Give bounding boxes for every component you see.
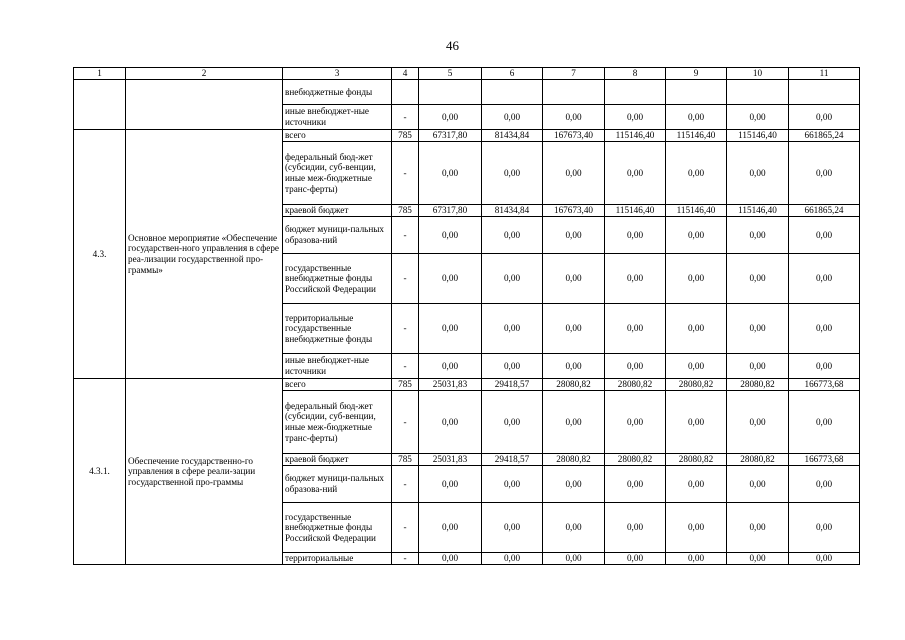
header-cell: 2 <box>126 68 283 80</box>
item-code-cell: 4.3. <box>74 130 126 379</box>
value-cell: 25031,83 <box>419 454 482 466</box>
value-cell: 0,00 <box>727 553 789 565</box>
funding-source-cell: внебюджетные фонды <box>283 80 392 105</box>
value-cell: 0,00 <box>727 142 789 205</box>
header-cell: 3 <box>283 68 392 80</box>
header-cell: 9 <box>666 68 727 80</box>
value-cell: 0,00 <box>727 466 789 503</box>
code-cell: - <box>392 142 419 205</box>
value-cell: 0,00 <box>419 466 482 503</box>
value-cell: 0,00 <box>789 503 860 553</box>
code-cell: 785 <box>392 454 419 466</box>
value-cell: 0,00 <box>482 391 543 454</box>
item-name-cell: Обеспечение государственно-го управления в сфере реали-зации государственной про-граммы <box>126 379 283 565</box>
value-cell: 0,00 <box>543 466 605 503</box>
value-cell: 67317,80 <box>419 130 482 142</box>
value-cell: 0,00 <box>482 503 543 553</box>
value-cell: 0,00 <box>419 142 482 205</box>
value-cell <box>543 80 605 105</box>
value-cell: 0,00 <box>727 217 789 254</box>
funding-source-cell: краевой бюджет <box>283 454 392 466</box>
header-cell: 1 <box>74 68 126 80</box>
value-cell: 0,00 <box>543 217 605 254</box>
header-cell: 10 <box>727 68 789 80</box>
value-cell: 28080,82 <box>605 379 666 391</box>
page-number: 46 <box>446 38 459 53</box>
value-cell: 0,00 <box>666 105 727 130</box>
value-cell: 0,00 <box>666 391 727 454</box>
value-cell: 0,00 <box>605 105 666 130</box>
value-cell: 0,00 <box>666 217 727 254</box>
code-cell: 785 <box>392 205 419 217</box>
value-cell: 0,00 <box>789 304 860 354</box>
value-cell: 0,00 <box>666 142 727 205</box>
value-cell <box>605 80 666 105</box>
value-cell: 0,00 <box>482 466 543 503</box>
value-cell: 28080,82 <box>605 454 666 466</box>
value-cell: 0,00 <box>605 304 666 354</box>
value-cell: 0,00 <box>605 142 666 205</box>
value-cell: 0,00 <box>482 217 543 254</box>
value-cell: 0,00 <box>666 354 727 379</box>
code-cell: - <box>392 553 419 565</box>
value-cell: 29418,57 <box>482 379 543 391</box>
value-cell: 0,00 <box>419 391 482 454</box>
value-cell: 0,00 <box>605 217 666 254</box>
value-cell: 0,00 <box>789 466 860 503</box>
funding-source-cell: государственные внебюджетные фонды Российской Федерации <box>283 254 392 304</box>
code-cell: - <box>392 354 419 379</box>
value-cell: 0,00 <box>727 503 789 553</box>
value-cell: 0,00 <box>543 391 605 454</box>
item-code-cell <box>74 80 126 130</box>
value-cell: 0,00 <box>419 304 482 354</box>
value-cell: 0,00 <box>666 553 727 565</box>
code-cell: - <box>392 254 419 304</box>
value-cell: 0,00 <box>789 553 860 565</box>
funding-source-cell: иные внебюджет-ные источники <box>283 105 392 130</box>
value-cell: 0,00 <box>543 553 605 565</box>
value-cell: 81434,84 <box>482 205 543 217</box>
code-cell <box>392 80 419 105</box>
item-name-cell <box>126 80 283 130</box>
value-cell: 0,00 <box>789 217 860 254</box>
value-cell: 0,00 <box>605 254 666 304</box>
value-cell: 0,00 <box>666 254 727 304</box>
value-cell: 0,00 <box>605 553 666 565</box>
value-cell: 0,00 <box>727 304 789 354</box>
value-cell: 28080,82 <box>543 379 605 391</box>
table-row <box>74 379 860 391</box>
funding-source-cell: всего <box>283 379 392 391</box>
value-cell <box>482 80 543 105</box>
value-cell: 0,00 <box>482 354 543 379</box>
code-cell: - <box>392 391 419 454</box>
value-cell: 81434,84 <box>482 130 543 142</box>
value-cell: 166773,68 <box>789 454 860 466</box>
code-cell: - <box>392 217 419 254</box>
value-cell: 0,00 <box>543 105 605 130</box>
table-row <box>74 130 860 142</box>
value-cell: 0,00 <box>543 142 605 205</box>
value-cell: 0,00 <box>482 553 543 565</box>
value-cell: 0,00 <box>789 254 860 304</box>
value-cell: 166773,68 <box>789 379 860 391</box>
value-cell: 0,00 <box>666 503 727 553</box>
value-cell: 115146,40 <box>666 130 727 142</box>
code-cell: - <box>392 105 419 130</box>
funding-source-cell: иные внебюджет-ные источники <box>283 354 392 379</box>
value-cell: 28080,82 <box>666 454 727 466</box>
value-cell <box>419 80 482 105</box>
value-cell: 0,00 <box>727 105 789 130</box>
budget-table <box>73 67 860 565</box>
value-cell: 28080,82 <box>543 454 605 466</box>
value-cell: 0,00 <box>789 142 860 205</box>
header-cell: 8 <box>605 68 666 80</box>
item-name-cell: Основное мероприятие «Обеспечение государствен-ного управления в сфере реа-лизации государственной про-граммы» <box>126 130 283 379</box>
value-cell: 0,00 <box>419 354 482 379</box>
code-cell: - <box>392 304 419 354</box>
value-cell: 661865,24 <box>789 130 860 142</box>
value-cell: 0,00 <box>543 254 605 304</box>
value-cell: 0,00 <box>666 466 727 503</box>
value-cell: 0,00 <box>727 254 789 304</box>
funding-source-cell: бюджет муници-пальных образова-ний <box>283 217 392 254</box>
value-cell <box>727 80 789 105</box>
value-cell: 115146,40 <box>666 205 727 217</box>
value-cell: 0,00 <box>605 503 666 553</box>
table-row <box>74 80 860 105</box>
value-cell: 29418,57 <box>482 454 543 466</box>
table-body <box>74 80 860 565</box>
item-code-cell: 4.3.1. <box>74 379 126 565</box>
code-cell: - <box>392 466 419 503</box>
value-cell: 25031,83 <box>419 379 482 391</box>
value-cell <box>666 80 727 105</box>
value-cell: 0,00 <box>543 354 605 379</box>
value-cell: 0,00 <box>605 391 666 454</box>
funding-source-cell: краевой бюджет <box>283 205 392 217</box>
value-cell: 0,00 <box>727 354 789 379</box>
value-cell: 28080,82 <box>727 454 789 466</box>
value-cell: 0,00 <box>419 254 482 304</box>
funding-source-cell: бюджет муници-пальных образова-ний <box>283 466 392 503</box>
value-cell: 0,00 <box>419 503 482 553</box>
value-cell: 0,00 <box>543 304 605 354</box>
value-cell: 115146,40 <box>605 130 666 142</box>
funding-source-cell: федеральный бюд-жет (субсидии, суб-венции, иные меж-бюджетные транс-ферты) <box>283 391 392 454</box>
funding-source-cell: территориальные государственные внебюджетные фонды <box>283 304 392 354</box>
value-cell: 115146,40 <box>727 130 789 142</box>
value-cell: 115146,40 <box>605 205 666 217</box>
header-row <box>74 68 860 80</box>
value-cell: 0,00 <box>482 254 543 304</box>
value-cell: 661865,24 <box>789 205 860 217</box>
value-cell: 115146,40 <box>727 205 789 217</box>
value-cell: 0,00 <box>666 304 727 354</box>
value-cell: 0,00 <box>419 217 482 254</box>
header-cell: 7 <box>543 68 605 80</box>
code-cell: 785 <box>392 379 419 391</box>
value-cell: 0,00 <box>482 304 543 354</box>
funding-source-cell: территориальные <box>283 553 392 565</box>
header-cell: 11 <box>789 68 860 80</box>
header-cell: 4 <box>392 68 419 80</box>
value-cell: 0,00 <box>482 105 543 130</box>
value-cell: 28080,82 <box>666 379 727 391</box>
value-cell <box>789 80 860 105</box>
header-cell: 6 <box>482 68 543 80</box>
value-cell: 0,00 <box>605 466 666 503</box>
value-cell: 0,00 <box>727 391 789 454</box>
funding-source-cell: федеральный бюд-жет (субсидии, суб-венции, иные меж-бюджетные транс-ферты) <box>283 142 392 205</box>
value-cell: 0,00 <box>789 354 860 379</box>
value-cell: 0,00 <box>789 391 860 454</box>
header-cell: 5 <box>419 68 482 80</box>
value-cell: 0,00 <box>605 354 666 379</box>
value-cell: 167673,40 <box>543 130 605 142</box>
value-cell: 28080,82 <box>727 379 789 391</box>
value-cell: 167673,40 <box>543 205 605 217</box>
value-cell: 67317,80 <box>419 205 482 217</box>
funding-source-cell: всего <box>283 130 392 142</box>
funding-source-cell: государственные внебюджетные фонды Российской Федерации <box>283 503 392 553</box>
value-cell: 0,00 <box>419 553 482 565</box>
code-cell: - <box>392 503 419 553</box>
value-cell: 0,00 <box>543 503 605 553</box>
value-cell: 0,00 <box>419 105 482 130</box>
value-cell: 0,00 <box>482 142 543 205</box>
code-cell: 785 <box>392 130 419 142</box>
value-cell: 0,00 <box>789 105 860 130</box>
